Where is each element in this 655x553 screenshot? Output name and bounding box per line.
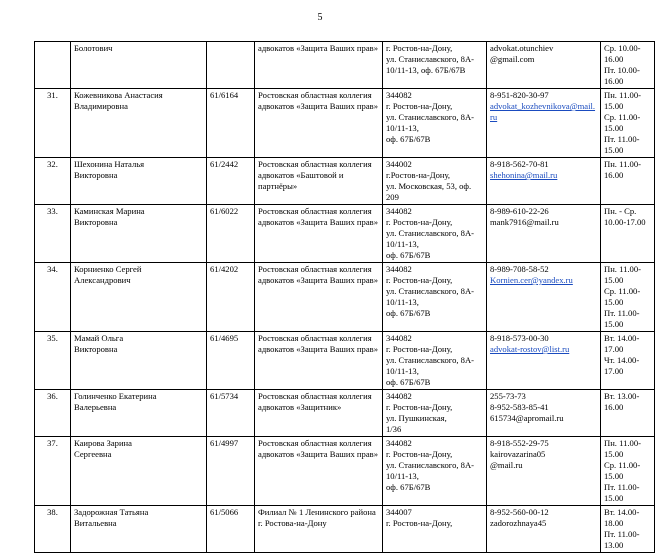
lawyers-table xyxy=(34,41,655,553)
bar-association: Ростовская областная коллегия адвокатов «Защита Ваших прав» xyxy=(255,332,383,390)
contact-info xyxy=(487,42,601,89)
reception-hours: Пн. 11.00-15.00 Ср. 11.00-15.00 Пт. 11.00-15.00 xyxy=(601,89,655,158)
registry-number: 61/4202 xyxy=(207,263,255,332)
row-number: 31. xyxy=(35,89,71,158)
row-number: 33. xyxy=(35,205,71,263)
contact-info xyxy=(487,158,601,205)
office-address: 344082 г. Ростов-на-Дону, ул. Станиславского, 8А- 10/11-13, оф. 67Б/67В xyxy=(383,332,487,390)
row-number: 38. xyxy=(35,506,71,553)
table-row xyxy=(35,332,655,390)
row-number: 36. xyxy=(35,390,71,437)
office-address: 344007 г. Ростов-на-Дону, xyxy=(383,506,487,553)
bar-association: Ростовская областная коллегия адвокатов «Защита Ваших прав» xyxy=(255,263,383,332)
office-address: 344002 г.Ростов-на-Дону, ул. Московская, 53, оф. 209 xyxy=(383,158,487,205)
email-link[interactable]: Kornien.cer@yandex.ru xyxy=(490,275,573,285)
row-number: 35. xyxy=(35,332,71,390)
registry-number: 61/6164 xyxy=(207,89,255,158)
registry-number: 61/4997 xyxy=(207,437,255,506)
registry-number xyxy=(207,42,255,89)
lawyer-name: Шехонина Наталья Викторовна xyxy=(71,158,207,205)
table-row xyxy=(35,437,655,506)
contact-text: 8-951-820-30-97 xyxy=(490,90,549,100)
reception-hours: Вт. 13.00-16.00 xyxy=(601,390,655,437)
contact-text: 8-989-708-58-52 xyxy=(490,264,549,274)
lawyer-name: Мамай Ольга Викторовна xyxy=(71,332,207,390)
bar-association: Ростовская областная коллегия адвокатов «Защита Ваших прав» xyxy=(255,89,383,158)
bar-association: Ростовская областная коллегия адвокатов «Защита Ваших прав» xyxy=(255,437,383,506)
contact-text: 8-918-562-70-81 xyxy=(490,159,549,169)
contact-info xyxy=(487,263,601,332)
reception-hours: Пн. - Ср. 10.00-17.00 xyxy=(601,205,655,263)
lawyer-name: Кожевникова Анастасия Владимировна xyxy=(71,89,207,158)
lawyer-name: Болотович xyxy=(71,42,207,89)
reception-hours: Вт. 14.00-17.00 Чт. 14.00-17.00 xyxy=(601,332,655,390)
reception-hours: Пн. 11.00-15.00 Ср. 11.00-15.00 Пт. 11.00-15.00 xyxy=(601,437,655,506)
email-link[interactable]: shehonina@mail.ru xyxy=(490,170,558,180)
reception-hours: Вт. 14.00-18.00 Пт. 11.00-13.00 xyxy=(601,506,655,553)
registry-number: 61/2442 xyxy=(207,158,255,205)
lawyer-name: Каирова Зарина Сергеевна xyxy=(71,437,207,506)
bar-association: Ростовская областная коллегия адвокатов «Баштовой и партнёры» xyxy=(255,158,383,205)
lawyer-name: Каминская Марина Викторовна xyxy=(71,205,207,263)
contact-text: 8-918-573-00-30 xyxy=(490,333,549,343)
lawyer-name: Задорожная Татьяна Витальевна xyxy=(71,506,207,553)
contact-text: 8-989-610-22-26 mank7916@mail.ru xyxy=(490,206,559,227)
bar-association: Ростовская областная коллегия адвокатов «Защита Ваших прав» xyxy=(255,205,383,263)
contact-info xyxy=(487,89,601,158)
table-row xyxy=(35,158,655,205)
registry-number: 61/5066 xyxy=(207,506,255,553)
row-number: 32. xyxy=(35,158,71,205)
bar-association: Филиал № 1 Ленинского района г. Ростова-на-Дону xyxy=(255,506,383,553)
table-row xyxy=(35,89,655,158)
contact-text: 8-952-560-00-12 zadorozhnaya45 xyxy=(490,507,549,528)
office-address: 344082 г. Ростов-на-Дону, ул. Станиславского, 8А- 10/11-13, оф. 67Б/67В xyxy=(383,89,487,158)
contact-text: advokat.otunchiev @gmail.com xyxy=(490,43,554,64)
reception-hours: Ср. 10.00-16.00 Пт. 10.00-16.00 xyxy=(601,42,655,89)
reception-hours: Пн. 11.00-16.00 xyxy=(601,158,655,205)
table-row xyxy=(35,205,655,263)
page-number: 5 xyxy=(317,12,323,23)
contact-info xyxy=(487,506,601,553)
registry-number: 61/4695 xyxy=(207,332,255,390)
contact-info xyxy=(487,332,601,390)
contact-info xyxy=(487,437,601,506)
email-link[interactable]: advokat_kozhevnikova@mail.ru xyxy=(490,101,596,122)
office-address: 344082 г. Ростов-на-Дону, ул. Станиславского, 8А- 10/11-13, оф. 67Б/67В xyxy=(383,205,487,263)
table-row xyxy=(35,263,655,332)
row-number xyxy=(35,42,71,89)
bar-association: адвокатов «Защита Ваших прав» xyxy=(255,42,383,89)
contact-info xyxy=(487,390,601,437)
row-number: 37. xyxy=(35,437,71,506)
lawyer-name: Корниенко Сергей Александрович xyxy=(71,263,207,332)
email-link[interactable]: advokat-rostov@list.ru xyxy=(490,344,570,354)
office-address: 344082 г. Ростов-на-Дону, ул. Станиславского, 8А- 10/11-13, оф. 67Б/67В xyxy=(383,437,487,506)
table-row xyxy=(35,42,655,89)
contact-info xyxy=(487,205,601,263)
contact-text: 255-73-73 8-952-583-85-41 615734@apromail.ru xyxy=(490,391,564,423)
bar-association: Ростовская областная коллегия адвокатов «Защитник» xyxy=(255,390,383,437)
table-row xyxy=(35,390,655,437)
registry-number: 61/6022 xyxy=(207,205,255,263)
office-address: 344082 г. Ростов-на-Дону, ул. Пушкинская, 1/36 xyxy=(383,390,487,437)
reception-hours: Пн. 11.00-15.00 Ср. 11.00-15.00 Пт. 11.00-15.00 xyxy=(601,263,655,332)
registry-number: 61/5734 xyxy=(207,390,255,437)
office-address: 344082 г. Ростов-на-Дону, ул. Станиславского, 8А- 10/11-13, оф. 67Б/67В xyxy=(383,263,487,332)
row-number: 34. xyxy=(35,263,71,332)
office-address: г. Ростов-на-Дону, ул. Станиславского, 8А- 10/11-13, оф. 67Б/67В xyxy=(383,42,487,89)
contact-text: 8-918-552-29-75 kairovazarina05 @mail.ru xyxy=(490,438,549,470)
table-row xyxy=(35,506,655,553)
lawyer-name: Голинченко Екатерина Валерьевна xyxy=(71,390,207,437)
